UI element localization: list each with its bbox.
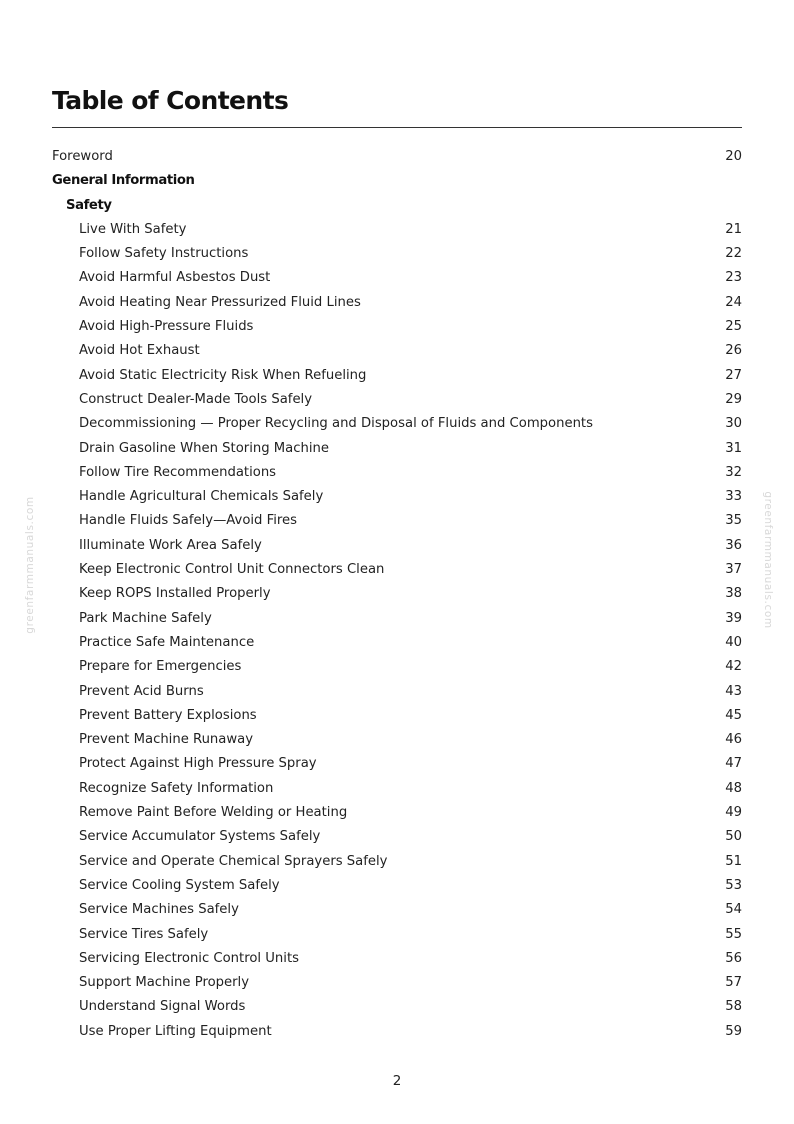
toc-entry-label: Prepare for Emergencies <box>79 659 242 675</box>
toc-entry-label: Recognize Safety Information <box>79 780 274 796</box>
toc-entry-label: Service and Operate Chemical Sprayers Safely <box>79 853 388 869</box>
toc-entry[interactable] <box>52 218 742 242</box>
toc-entry[interactable] <box>52 582 742 606</box>
toc-entry-label: Avoid Hot Exhaust <box>79 343 200 359</box>
toc-entry[interactable] <box>52 752 742 776</box>
toc-entry-page: 24 <box>725 294 742 310</box>
toc-entry-label: Service Cooling System Safely <box>79 877 280 893</box>
toc-entry[interactable] <box>52 1020 742 1044</box>
toc-entry-label: Prevent Battery Explosions <box>79 707 257 723</box>
toc-entry[interactable] <box>52 242 742 266</box>
toc-entry-label: Servicing Electronic Control Units <box>79 950 299 966</box>
toc-entry-label: Live With Safety <box>79 221 187 237</box>
page-number: 2 <box>392 1073 402 1089</box>
toc-entry-label: Foreword <box>52 149 113 164</box>
toc-entry-label: Decommissioning — Proper Recycling and Disposal of Fluids and Components <box>79 416 593 432</box>
toc-entry[interactable] <box>52 485 742 509</box>
toc-entry-page: 23 <box>725 270 742 286</box>
toc-entry[interactable] <box>52 947 742 971</box>
toc-entry-page: 45 <box>725 707 742 723</box>
toc-entry-page: 27 <box>725 367 742 383</box>
toc-entry[interactable] <box>52 825 742 849</box>
toc-entry-label: Service Tires Safely <box>79 926 209 942</box>
toc-entry-foreword[interactable] <box>52 145 742 169</box>
toc-entry-page: 33 <box>725 489 742 505</box>
toc-entry[interactable] <box>52 509 742 533</box>
toc-heading-label: Safety <box>66 197 112 213</box>
toc-entry[interactable] <box>52 704 742 728</box>
toc-entry[interactable] <box>52 874 742 898</box>
toc-entry[interactable] <box>52 995 742 1019</box>
toc-entry-label: Use Proper Lifting Equipment <box>79 1023 272 1039</box>
toc-entry-page: 49 <box>725 805 742 821</box>
toc-entry-label: Support Machine Properly <box>79 975 250 991</box>
toc-entry-page: 36 <box>725 537 742 553</box>
toc-entry-page: 37 <box>725 562 742 578</box>
toc-entry[interactable] <box>52 291 742 315</box>
toc-entry[interactable] <box>52 898 742 922</box>
toc-entry-label: Understand Signal Words <box>79 999 246 1015</box>
toc-entry-page: 31 <box>725 440 742 456</box>
toc-entry-label: Service Accumulator Systems Safely <box>79 829 321 845</box>
toc-entry[interactable] <box>52 437 742 461</box>
toc-entry-page: 57 <box>725 975 742 991</box>
toc-entry-page: 40 <box>725 634 742 650</box>
toc-entry-page: 39 <box>725 610 742 626</box>
toc-entry-label: Remove Paint Before Welding or Heating <box>79 805 348 821</box>
toc-entry[interactable] <box>52 923 742 947</box>
toc-entry-page: 30 <box>725 416 742 432</box>
toc-entry-label: Avoid Heating Near Pressurized Fluid Lines <box>79 294 361 310</box>
toc-entry[interactable] <box>52 777 742 801</box>
title-divider <box>52 127 742 128</box>
watermark-right: greenfarmmanuals.com <box>762 491 774 629</box>
toc-entry-page: 35 <box>725 513 742 529</box>
toc-entry[interactable] <box>52 461 742 485</box>
toc-heading-general-information[interactable] <box>52 169 742 193</box>
toc-entry[interactable] <box>52 680 742 704</box>
toc-entry-page: 54 <box>725 902 742 918</box>
toc-entry-label: Practice Safe Maintenance <box>79 634 255 650</box>
toc-entry-page: 53 <box>725 877 742 893</box>
toc-entry-label: Avoid Harmful Asbestos Dust <box>79 270 271 286</box>
toc-entry-page: 43 <box>725 683 742 699</box>
toc-entry-label: Construct Dealer-Made Tools Safely <box>79 391 313 407</box>
toc-entry-label: Keep ROPS Installed Properly <box>79 586 271 602</box>
toc-entry[interactable] <box>52 266 742 290</box>
toc-entry-page: 58 <box>725 999 742 1015</box>
toc-entry[interactable] <box>52 558 742 582</box>
table-of-contents <box>52 145 742 1044</box>
watermark-left: greenfarmmanuals.com <box>24 496 36 634</box>
toc-entry-page: 20 <box>725 149 742 164</box>
toc-entry-page: 55 <box>725 926 742 942</box>
toc-entry-page: 42 <box>725 659 742 675</box>
page-title: Table of Contents <box>52 86 289 115</box>
toc-entry-page: 29 <box>725 391 742 407</box>
toc-entry[interactable] <box>52 971 742 995</box>
toc-entry-page: 48 <box>725 780 742 796</box>
toc-entry-label: Service Machines Safely <box>79 902 239 918</box>
toc-entry-page: 38 <box>725 586 742 602</box>
toc-entry-label: Handle Fluids Safely—Avoid Fires <box>79 513 298 529</box>
toc-entry[interactable] <box>52 412 742 436</box>
toc-entry[interactable] <box>52 339 742 363</box>
toc-entry[interactable] <box>52 534 742 558</box>
toc-entry-label: Park Machine Safely <box>79 610 212 626</box>
toc-entry-label: Avoid Static Electricity Risk When Refueling <box>79 367 367 383</box>
toc-entry-page: 26 <box>725 343 742 359</box>
toc-entry-page: 59 <box>725 1023 742 1039</box>
toc-entry-label: Illuminate Work Area Safely <box>79 537 262 553</box>
toc-entry-page: 51 <box>725 853 742 869</box>
toc-entry-label: Prevent Acid Burns <box>79 683 204 699</box>
toc-entry-page: 21 <box>725 221 742 237</box>
toc-entry-page: 25 <box>725 319 742 335</box>
toc-heading-safety[interactable] <box>52 194 742 218</box>
toc-entry-page: 47 <box>725 756 742 772</box>
toc-entry-page: 46 <box>725 732 742 748</box>
toc-entry[interactable] <box>52 364 742 388</box>
toc-entry-label: Follow Safety Instructions <box>79 246 249 262</box>
toc-entry-label: Follow Tire Recommendations <box>79 464 277 480</box>
toc-heading-label: General Information <box>52 173 195 189</box>
toc-entry-label: Keep Electronic Control Unit Connectors Clean <box>79 562 385 578</box>
toc-entry-page: 50 <box>725 829 742 845</box>
toc-entry[interactable] <box>52 728 742 752</box>
toc-entry-page: 22 <box>725 246 742 262</box>
toc-entry-page: 56 <box>725 950 742 966</box>
toc-entry-label: Handle Agricultural Chemicals Safely <box>79 489 324 505</box>
toc-entry-label: Prevent Machine Runaway <box>79 732 254 748</box>
toc-entry[interactable] <box>52 388 742 412</box>
toc-entry[interactable] <box>52 315 742 339</box>
toc-entry[interactable] <box>52 631 742 655</box>
toc-entry[interactable] <box>52 655 742 679</box>
toc-entry[interactable] <box>52 801 742 825</box>
toc-entry-label: Protect Against High Pressure Spray <box>79 756 317 772</box>
toc-entry-label: Avoid High-Pressure Fluids <box>79 319 254 335</box>
toc-entry-label: Drain Gasoline When Storing Machine <box>79 440 329 456</box>
toc-entry[interactable] <box>52 850 742 874</box>
toc-entry-page: 32 <box>725 464 742 480</box>
toc-entry[interactable] <box>52 607 742 631</box>
